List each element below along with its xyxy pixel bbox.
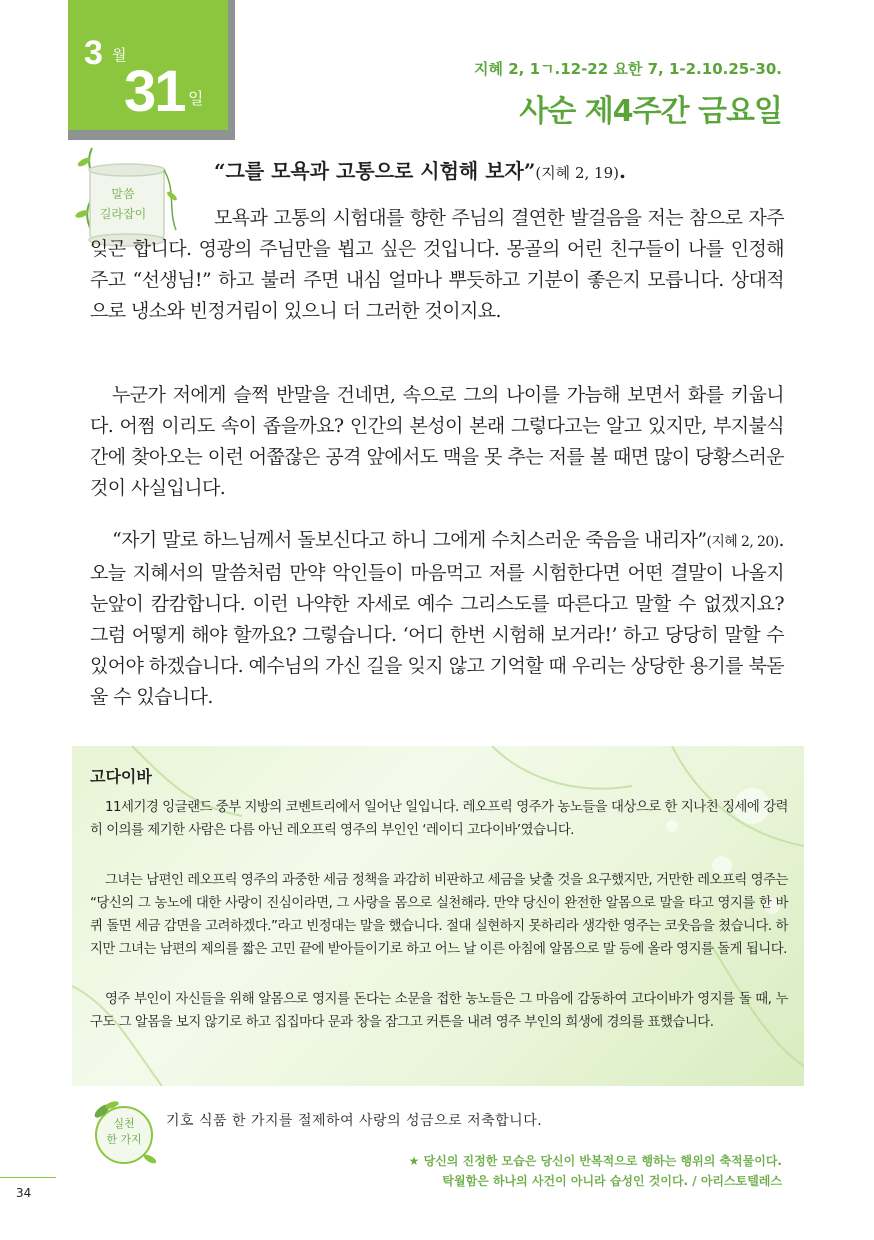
practice-text: 기호 식품 한 가지를 절제하여 사랑의 성금으로 저축합니다. — [166, 1113, 543, 1129]
paragraph-3-text: . 오늘 지혜서의 말씀처럼 만약 악인들이 마음먹고 저를 시험한다면 어떤 결말이 나올지 눈앞이 캄캄합니다. 이런 나약한 자세로 예수 그리스도를 따른다고 말할 수 없겠지요? 그럼 어떻게 해야 할까요? 그렇습니다. ‘어디 한번 시험해 보거라!’ 하고 당당히 말할 수 있어야 하겠습니다. 예수님의 가신 길을 잊지 않고 기억할 때 우리는 상당한 용기를 북돋울 수 있습니다. — [90, 529, 784, 708]
key-verse — [214, 155, 626, 184]
paragraph-3-quote: “자기 말로 하느님께서 돌보신다고 하니 그에게 수치스러운 죽음을 내리자” — [112, 529, 707, 551]
month-unit: 월 — [112, 46, 127, 64]
story-title: 고다이바 — [90, 767, 152, 786]
reflection-paragraph-3 — [90, 525, 784, 713]
reflection-paragraph-2: 누군가 저에게 슬쩍 반말을 건네면, 속으로 그의 나이를 가늠해 보면서 화를 키웁니다. 어쩜 이리도 속이 좁을까요? 인간의 본성이 본래 그렇다고는 알고 있지만, 부지불식간에 찾아오는 이런 어쭙잖은 공격 앞에서도 맥을 못 추는 저를 볼 때면 많이 당황스러운 것이 사실입니다. — [90, 384, 784, 499]
practice-label-line2: 한 가지 — [106, 1133, 142, 1146]
key-verse-text: “그를 모욕과 고통으로 시험해 보자” — [214, 159, 536, 183]
quote-line-2: 탁월함은 하나의 사건이 아니라 습성인 것이다. / 아리스토텔레스 — [442, 1174, 782, 1188]
key-verse-end: . — [618, 159, 626, 183]
practice-label — [98, 1116, 150, 1148]
practice-label-line1: 실천 — [113, 1117, 135, 1130]
scroll-label-line1: 말씀 — [111, 187, 135, 201]
page-number: 34 — [16, 1186, 32, 1200]
day-number: 31 — [124, 59, 185, 124]
story-paragraph-1: 11세기경 잉글랜드 중부 지방의 코벤트리에서 일어난 일입니다. 레오프릭 영주가 농노들을 대상으로 한 지나친 징세에 강력히 이의를 제기한 사람은 다름 아닌 레오프릭 영주의 부인인 ‘레이디 고다이바’였습니다. — [90, 800, 788, 838]
scroll-label-line2: 길라잡이 — [99, 207, 147, 221]
quote-line-1: ★ 당신의 진정한 모습은 당신이 반복적으로 행하는 행위의 축적물이다. — [408, 1154, 782, 1168]
day-unit: 일 — [188, 89, 204, 108]
story-paragraph-2: 그녀는 남편인 레오프릭 영주의 과중한 세금 정책을 과감히 비판하고 세금을 낮출 것을 요구했지만, 거만한 레오프릭 영주는 “당신의 그 농노에 대한 사랑이 진심이라면, 그 사랑을 몸으로 실천해라. 만약 당신이 완전한 알몸으로 말을 타고 영지를 한 바퀴 돌면 세금 감면을 고려하겠다.”라고 빈정대는 말을 했습니다. 절대 실현하지 못하리라 생각한 영주는 코웃음을 쳤습니다. 하지만 그녀는 남편의 제의를 짧은 고민 끝에 받아들이기로 하고 어느 날 이른 아침에 알몸으로 말 등에 올라 영지를 돌게 됩니다. — [90, 873, 788, 957]
story-box — [72, 746, 804, 1086]
paragraph-3-reference: (지혜 2, 20) — [706, 534, 779, 550]
page-divider — [0, 1177, 56, 1178]
scripture-readings: 지혜 2, 1ㄱ.12-22 요한 7, 1-2.10.25-30. — [474, 60, 782, 78]
story-paragraph-3: 영주 부인이 자신들을 위해 알몸으로 영지를 돈다는 소문을 접한 농노들은 그 마음에 감동하여 고다이바가 영지를 돌 때, 누구도 그 알몸을 보지 않기로 하고 집집마다 문과 창을 잠그고 커튼을 내려 영주 부인의 희생에 경의를 표했습니다. — [90, 992, 788, 1030]
reflection-paragraph-1: 모욕과 고통의 시험대를 향한 주님의 결연한 발걸음을 저는 참으로 자주 잊곤 합니다. 영광의 주님만을 뵙고 싶은 것입니다. 몽골의 어린 친구들이 나를 인정해 주고 “선생님!” 하고 불러 주면 내심 얼마나 뿌듯하고 기분이 좋은지 모릅니다. 상대적으로 냉소와 빈정거림이 있으니 더 그러한 것이지요. — [90, 207, 784, 322]
key-verse-reference: (지혜 2, 19) — [535, 164, 619, 182]
liturgical-day-title: 사순 제4주간 금요일 — [519, 94, 782, 129]
month-number: 3 — [84, 34, 103, 72]
